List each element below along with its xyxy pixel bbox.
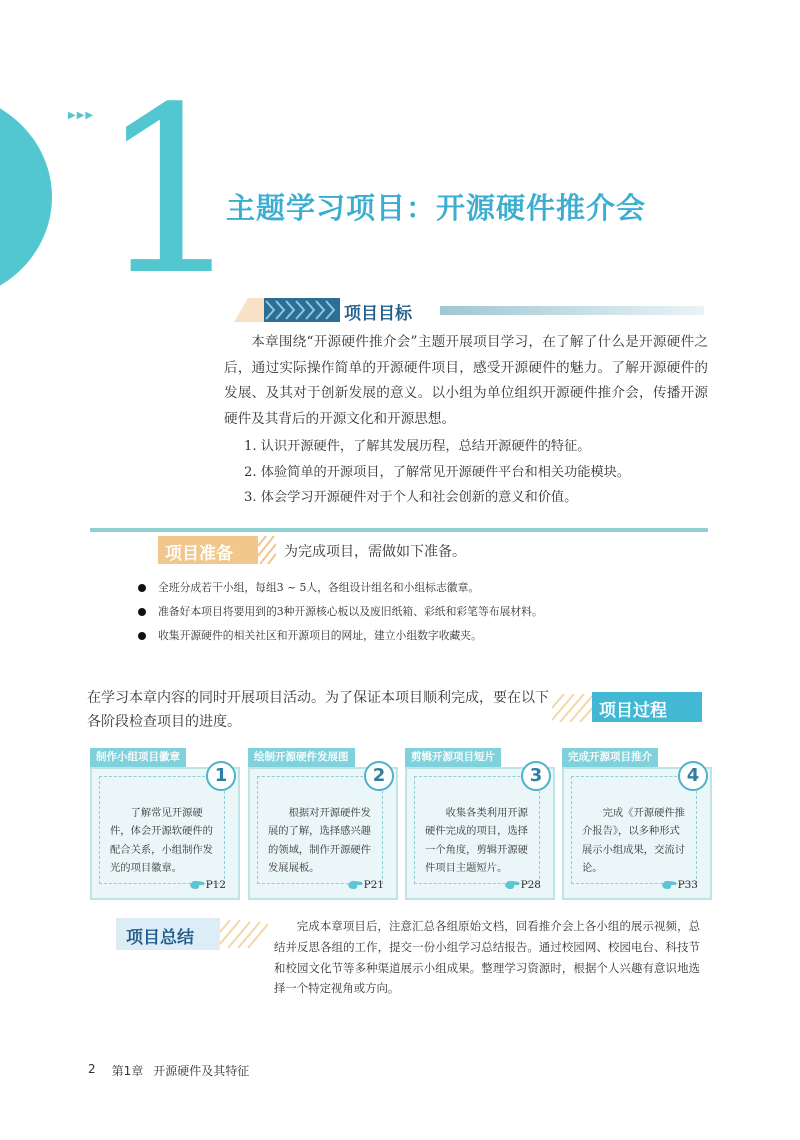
stage-number-badge: 4: [678, 761, 708, 791]
stage-page-ref: [190, 879, 226, 891]
goal-heading-label: 项目目标: [344, 304, 412, 324]
arrow-decoration-icon: ▶▶▶: [68, 110, 95, 121]
page-footer: [88, 1062, 249, 1079]
preparation-item: 全班分成若干小组，每组3 ~ 5人，各组设计组名和小组标志徽章。: [158, 581, 480, 594]
stage-title: 绘制开源硬件发展图: [248, 748, 355, 767]
stage-number-badge: 1: [206, 761, 236, 791]
chapter-title: 主题学习项目：开源硬件推介会: [226, 191, 647, 225]
stripe-decoration-icon: [234, 298, 340, 322]
stage-page-ref: [348, 879, 384, 891]
bullet-icon: [138, 608, 146, 616]
goal-item: 1. 认识开源硬件，了解其发展历程，总结开源硬件的特征。: [244, 439, 591, 454]
pointing-hand-icon: [505, 880, 519, 890]
summary-block: [274, 916, 700, 999]
list-item: [138, 576, 543, 600]
chapter-number: 1: [98, 59, 245, 326]
summary-heading: [116, 918, 270, 950]
stage-page-ref: [505, 879, 541, 891]
bullet-icon: [138, 584, 146, 592]
stage-text: 根据对开源硬件发展的了解，选择感兴趣的领域，制作开源硬件发展展板。: [268, 807, 371, 875]
stage-card: [248, 748, 398, 900]
list-item: [138, 624, 543, 648]
summary-heading-label: 项目总结: [126, 928, 194, 948]
goal-paragraph-block: [224, 330, 708, 432]
stage-page-label: P28: [520, 879, 541, 891]
goal-paragraph: 本章围绕“开源硬件推介会”主题开展项目学习，在了解了什么是开源硬件之后，通过实际操作简单的开源硬件项目，感受开源硬件的魅力。了解开源硬件的发展、及其对于创新发展的意义。以小组为单位组织开源硬件推介会，传播开源硬件及其背后的开源文化和开源思想。: [224, 334, 708, 427]
process-heading: [552, 690, 712, 722]
footer-chapter-name: 开源硬件及其特征: [153, 1064, 250, 1078]
stripe-decoration-icon: [258, 536, 276, 564]
stage-title: 完成开源项目推介: [562, 748, 658, 767]
summary-paragraph: 完成本章项目后，注意汇总各组原始文档，回看推介会上各小组的展示视频，总结并反思各组的工作，提交一份小组学习总结报告。通过校园网、校园电台、科技节和校园文化节等多种渠道展示小组成果。整理学习资源时，根据个人兴趣有意识地选择一个特定视角或方向。: [274, 919, 700, 996]
stage-number-badge: 3: [521, 761, 551, 791]
goal-item: 2. 体验简单的开源项目，了解常见开源硬件平台和相关功能模块。: [244, 464, 631, 480]
stage-page-ref: [662, 879, 698, 891]
preparation-item: 收集开源硬件的相关社区和开源项目的网址，建立小组数字收藏夹。: [158, 629, 482, 642]
goal-list: [244, 434, 630, 511]
stage-page-label: P12: [205, 879, 226, 891]
preparation-list: [138, 576, 543, 648]
goal-heading: [234, 298, 704, 322]
page-number: 2: [88, 1062, 96, 1076]
stage-text: 了解常见开源硬件，体会开源软硬件的配合关系，小组制作发光的项目徽章。: [110, 807, 213, 875]
pointing-hand-icon: [662, 880, 676, 890]
footer-chapter-label: 第1章: [111, 1064, 144, 1078]
preparation-intro: 为完成项目，需做如下准备。: [284, 544, 466, 560]
process-intro: 在学习本章内容的同时开展项目活动。为了保证本项目顺利完成，要在以下各阶段检查项目的进度。: [87, 690, 549, 730]
stage-title: 制作小组项目徽章: [90, 748, 186, 767]
section-divider: [90, 528, 708, 532]
stripe-decoration-icon: [552, 694, 596, 722]
stage-text: 完成《开源硬件推介报告》，以多种形式展示小组成果，交流讨论。: [582, 807, 685, 875]
stage-page-label: P21: [363, 879, 384, 891]
preparation-heading: [158, 536, 276, 564]
goal-heading-bar: [440, 306, 704, 315]
stripe-decoration-icon: [220, 920, 270, 948]
stage-card: [562, 748, 712, 900]
stage-page-label: P33: [677, 879, 698, 891]
stage-card: [90, 748, 240, 900]
stage-title: 剪辑开源项目短片: [405, 748, 501, 767]
bullet-icon: [138, 632, 146, 640]
preparation-heading-label: 项目准备: [165, 544, 233, 564]
preparation-item: 准备好本项目将要用到的3种开源核心板以及废旧纸箱、彩纸和彩笔等布展材料。: [158, 605, 543, 618]
stage-text: 收集各类利用开源硬件完成的项目，选择一个角度，剪辑开源硬件项目主题短片。: [425, 807, 528, 875]
pointing-hand-icon: [190, 880, 204, 890]
process-heading-label: 项目过程: [599, 701, 667, 721]
decorative-circle: [0, 92, 52, 302]
goal-item: 3. 体会学习开源硬件对于个人和社会创新的意义和价值。: [244, 490, 578, 505]
list-item: [138, 600, 543, 624]
stage-card: [405, 748, 555, 900]
stage-number-badge: 2: [364, 761, 394, 791]
pointing-hand-icon: [348, 880, 362, 890]
